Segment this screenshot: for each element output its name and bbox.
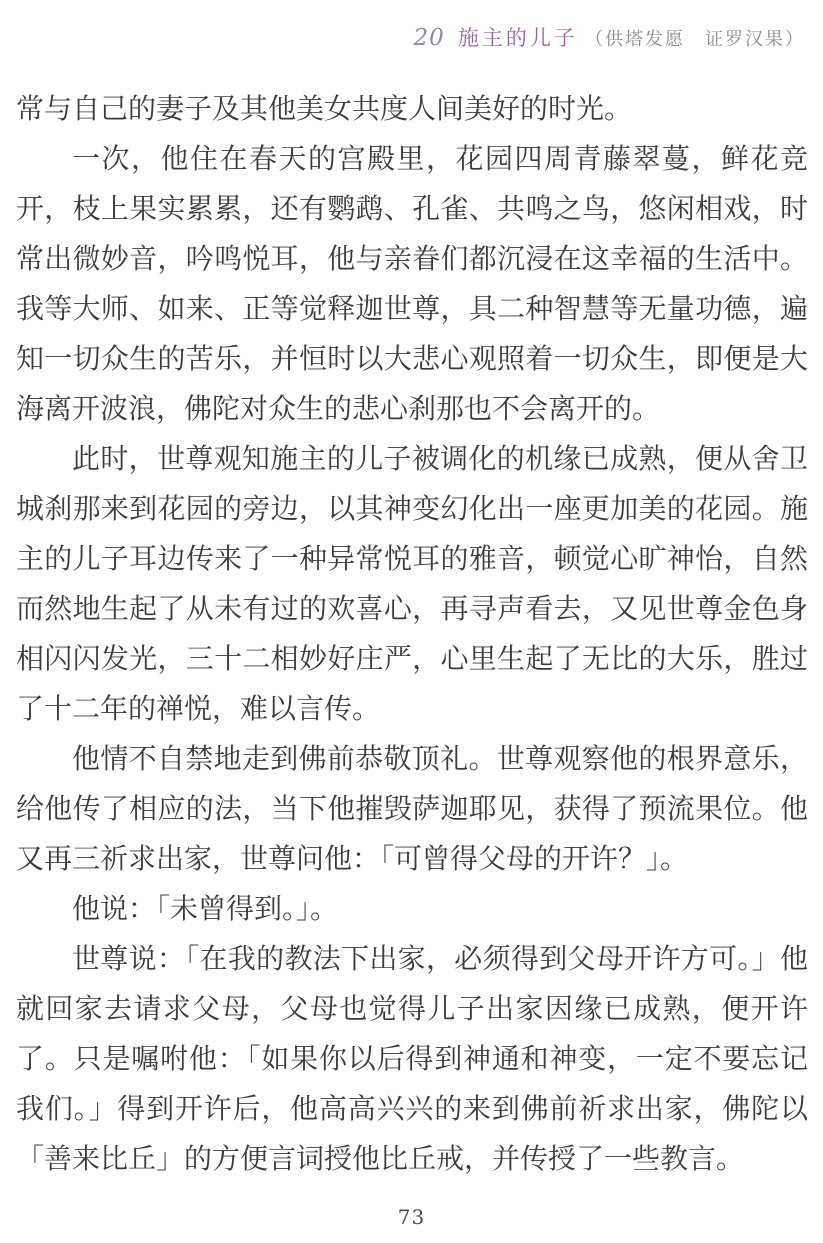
body-text	[16, 84, 808, 1184]
paragraph: 一次，他住在春天的宫殿里，花园四周青藤翠蔓，鲜花竞开，枝上果实累累，还有鹦鹉、孔雀、共鸣之鸟，悠闲相戏，时常出微妙音，吟鸣悦耳，他与亲眷们都沉浸在这幸福的生活中。我等大师、如来、正等觉释迦世尊，具二种智慧等无量功德，遍知一切众生的苦乐，并恒时以大悲心观照着一切众生，即便是大海离开波浪，佛陀对众生的悲心刹那也不会离开的。	[16, 142, 808, 425]
paragraph: 此时，世尊观知施主的儿子被调化的机缘已成熟，便从舍卫城刹那来到花园的旁边，以其神变幻化出一座更加美的花园。施主的儿子耳边传来了一种异常悦耳的雅音，顿觉心旷神怡，自然而然地生起了从未有过的欢喜心，再寻声看去，又见世尊金色身相闪闪发光，三十二相妙好庄严，心里生起了无比的大乐，胜过了十二年的禅悦，难以言传。	[16, 442, 808, 725]
page-header	[0, 22, 805, 52]
paragraph: 他情不自禁地走到佛前恭敬顶礼。世尊观察他的根界意乐，给他传了相应的法，当下他摧毁萨迦耶见，获得了预流果位。他又再三祈求出家，世尊问他：「可曾得父母的开许？」。	[16, 742, 808, 875]
paragraph-continuation: 常与自己的妻子及其他美女共度人间美好的时光。	[16, 92, 633, 125]
page-footer	[0, 1205, 823, 1229]
paragraph: 他说：「未曾得到。」。	[72, 892, 339, 925]
paragraph: 世尊说：「在我的教法下出家，必须得到父母开许方可。」他就回家去请求父母，父母也觉得儿子出家因缘已成熟，便开许了。只是嘱咐他：「如果你以后得到神通和神变，一定不要忘记我们。」得到开许后，他高高兴兴的来到佛前祈求出家，佛陀以「善来比丘」的方便言词授他比丘戒，并传授了一些教言。	[16, 942, 808, 1175]
chapter-subtitle: （供塔发愿 证罗汉果）	[585, 29, 805, 50]
chapter-title: 施主的儿子	[457, 26, 578, 50]
page-number: 73	[397, 1205, 426, 1229]
chapter-number: 20	[413, 25, 445, 51]
